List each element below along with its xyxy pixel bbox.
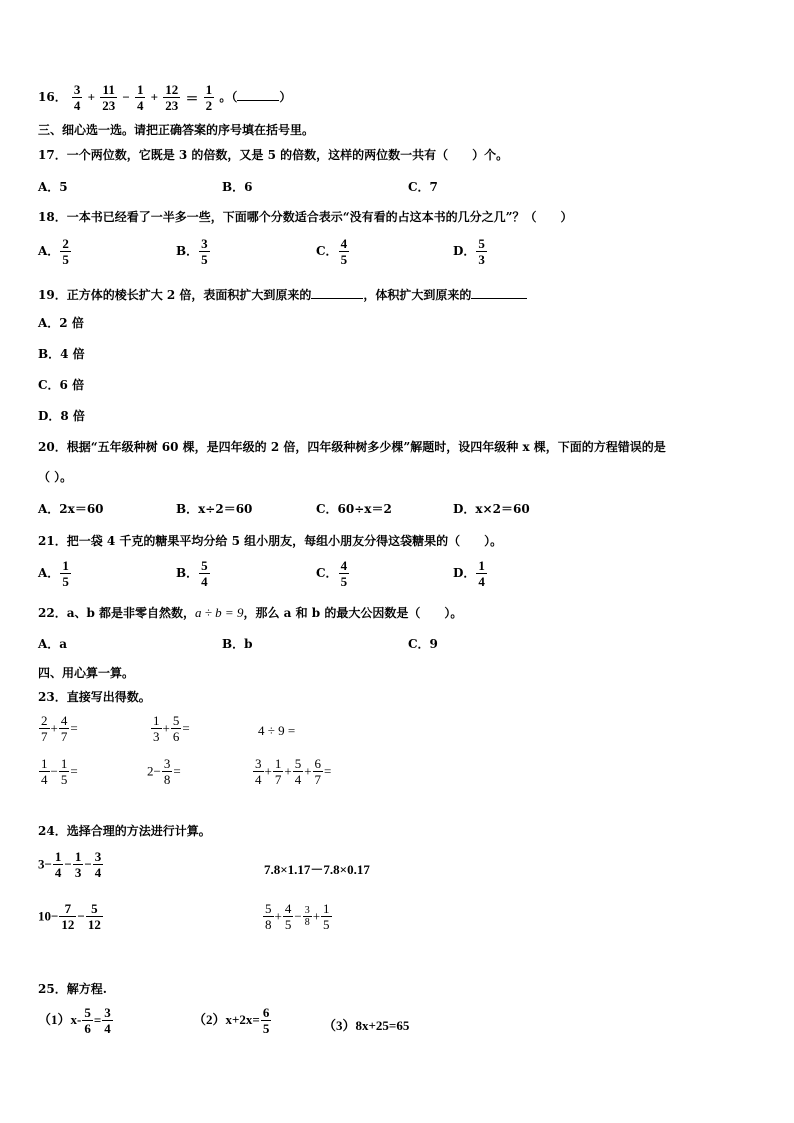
q22-option-b[interactable]: B．b xyxy=(222,637,253,651)
question-16: 16． $\frac{3}{4}$ + $\frac{11}{23}$ − $\frac{1}{4}$ + $\frac{12}{23}$ ＝ $\frac{1}{2}$ 。（ ） xyxy=(38,82,292,113)
section-3-heading: 三、细心选一选。请把正确答案的序号填在括号里。 xyxy=(38,123,315,137)
q23-expr-6: $\frac{3}{4}$ + $\frac{1}{7}$ + $\frac{5}{4}$ + $\frac{6}{7}$ = xyxy=(255,756,332,787)
question-24-stem: 24．选择合理的方法进行计算。 xyxy=(38,824,211,838)
question-20-stem: 20．根据“五年级种树 60 棵，是四年级的 2 倍，四年级种树多少棵”解题时，设四年级种 x 棵，下面的方程错误的是 xyxy=(38,440,666,454)
question-25-stem: 25．解方程. xyxy=(38,982,107,996)
answer-blank[interactable] xyxy=(237,100,279,101)
q20-option-b[interactable]: B．x÷2＝60 xyxy=(176,502,253,516)
q24-expr-2: 7.8×1.17－7.8×0.17 xyxy=(264,862,370,877)
q20-option-d[interactable]: D．x×2＝60 xyxy=(453,502,530,516)
q25-part-1: （1）x- $\frac{5}{6}$ = $\frac{3}{4}$ xyxy=(38,1005,111,1036)
fraction: $\frac{1}{2}$ xyxy=(205,82,213,113)
q21-option-b[interactable]: B． $\frac{5}{4}$ xyxy=(176,558,208,589)
question-23-stem: 23．直接写出得数。 xyxy=(38,690,151,704)
q17-option-a[interactable]: A．5 xyxy=(38,180,68,194)
q24-expr-4: $\frac{5}{8}$ + $\frac{4}{5}$ − $\frac{3}{8}$ + $\frac{1}{5}$ xyxy=(265,901,330,932)
q23-expr-2: $\frac{1}{3}$ + $\frac{5}{6}$ = xyxy=(153,713,190,744)
q21-option-c[interactable]: C． $\frac{4}{5}$ xyxy=(316,558,348,589)
q24-expr-3: 10− $\frac{7}{12}$ − $\frac{5}{12}$ xyxy=(38,901,101,932)
q19-option-d[interactable]: D．8 倍 xyxy=(38,409,85,423)
q23-expr-5: 2− $\frac{3}{8}$ = xyxy=(147,756,181,787)
q18-option-d[interactable]: D． $\frac{5}{3}$ xyxy=(453,236,485,267)
question-19-stem: 19．正方体的棱长扩大 2 倍，表面积扩大到原来的 ，体积扩大到原来的 xyxy=(38,286,527,303)
q23-expr-1: $\frac{2}{7}$ + $\frac{4}{7}$ = xyxy=(41,713,78,744)
question-18-stem: 18．一本书已经看了一半多一些，下面哪个分数适合表示“没有看的占这本书的几分之几”？（ ） xyxy=(38,210,573,224)
q25-part-3: （3）8x+25=65 xyxy=(323,1018,410,1033)
fraction: $\frac{3}{4}$ xyxy=(73,82,81,113)
q20-option-c[interactable]: C．60÷x＝2 xyxy=(316,502,392,516)
fraction: $\frac{12}{23}$ xyxy=(165,82,179,113)
question-17-stem: 17．一个两位数，它既是 3 的倍数，又是 5 的倍数，这样的两位数一共有（ ）个。 xyxy=(38,148,509,162)
q24-expr-1: 3− $\frac{1}{4}$ − $\frac{1}{3}$ − $\frac{3}{4}$ xyxy=(38,849,102,880)
question-22-stem: 22．a、b 都是非零自然数，a ÷ b = 9，那么 a 和 b 的最大公因数是（ ）。 xyxy=(38,605,463,620)
q19-option-c[interactable]: C．6 倍 xyxy=(38,378,85,392)
q21-option-a[interactable]: A． $\frac{1}{5}$ xyxy=(38,558,69,589)
q17-option-c[interactable]: C．7 xyxy=(408,180,438,194)
q18-option-b[interactable]: B． $\frac{3}{5}$ xyxy=(176,236,208,267)
q22-option-a[interactable]: A．a xyxy=(38,637,68,651)
q18-option-c[interactable]: C． $\frac{4}{5}$ xyxy=(316,236,348,267)
fraction: $\frac{11}{23}$ xyxy=(102,82,116,113)
q22-option-c[interactable]: C．9 xyxy=(408,637,438,651)
q20-option-a[interactable]: A．2x＝60 xyxy=(38,502,104,516)
answer-blank[interactable] xyxy=(311,298,363,299)
q21-option-d[interactable]: D． $\frac{1}{4}$ xyxy=(453,558,485,589)
q19-option-a[interactable]: A．2 倍 xyxy=(38,316,84,330)
q19-option-b[interactable]: B．4 倍 xyxy=(38,347,85,361)
q18-option-a[interactable]: A． $\frac{2}{5}$ xyxy=(38,236,69,267)
q23-expr-4: $\frac{1}{4}$ − $\frac{1}{5}$ = xyxy=(41,756,78,787)
question-20-stem-cont: （ ）。 xyxy=(38,470,73,484)
section-4-heading: 四、用心算一算。 xyxy=(38,666,135,680)
answer-blank[interactable] xyxy=(471,298,527,299)
q17-option-b[interactable]: B．6 xyxy=(222,180,253,194)
q25-part-2: （2）x+2x= $\frac{6}{5}$ xyxy=(193,1005,270,1036)
question-21-stem: 21．把一袋 4 千克的糖果平均分给 5 组小朋友，每组小朋友分得这袋糖果的（ ）。 xyxy=(38,534,503,548)
fraction: $\frac{1}{4}$ xyxy=(136,82,144,113)
q23-expr-3: 4 ÷ 9 = xyxy=(258,723,296,738)
